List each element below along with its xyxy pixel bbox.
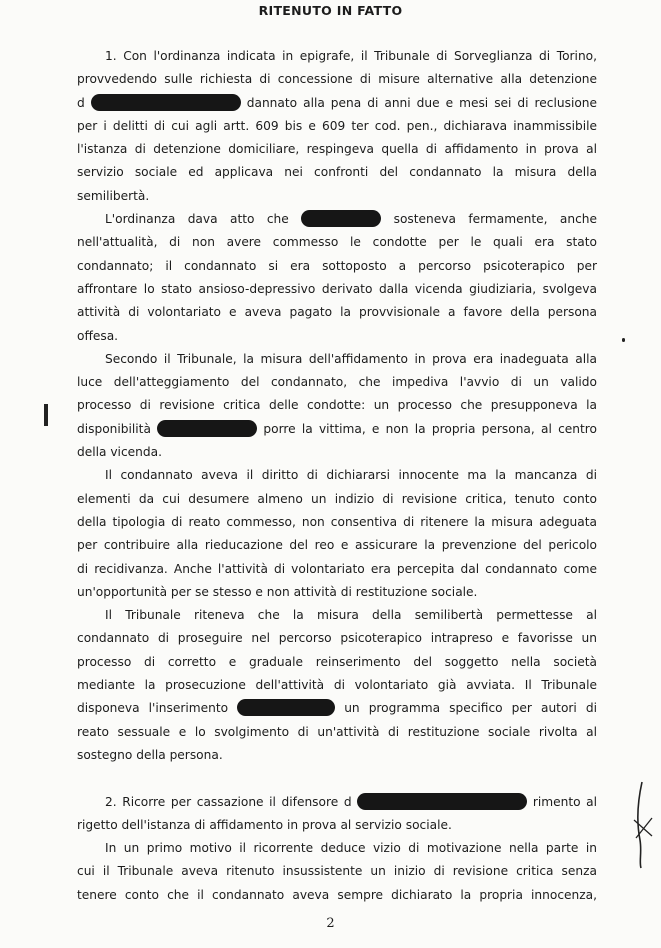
redaction-block	[237, 699, 335, 716]
text-line: offesa.	[77, 328, 119, 343]
text-segment: d	[77, 95, 85, 110]
paragraph-gap	[77, 767, 597, 790]
text-line: di recidivanza. Anche l'attività di volontariato era percepita dal condannato come	[77, 561, 597, 576]
document-body	[77, 45, 597, 907]
text-line	[77, 208, 597, 231]
text-line: per contribuire alla rieducazione del reo e assicurare la prevenzione del pericolo	[77, 538, 597, 553]
text-line: tenere conto che il condannato aveva sempre dichiarato la propria innocenza,	[77, 887, 597, 902]
text-line: Il Tribunale riteneva che la misura della semilibertà permettesse al	[105, 608, 597, 623]
text-segment: disponibilità	[77, 421, 151, 436]
text-line: un'opportunità per se stesso e non attività di restituzione sociale.	[77, 584, 478, 599]
text-line: cui il Tribunale aveva ritenuto insussistente un inizio di revisione critica senza	[77, 864, 597, 879]
text-segment: un programma specifico per autori di	[344, 701, 597, 716]
text-line	[77, 418, 597, 441]
handwritten-mark	[630, 780, 660, 870]
page-number: 2	[326, 916, 335, 931]
section-heading: RITENUTO IN FATTO	[258, 3, 403, 18]
text-line: nell'attualità, di non avere commesso le condotte per le quali era stato	[77, 235, 597, 250]
text-line: affrontare lo stato ansioso-depressivo derivato dalla vicenda giudiziaria, svolgeva	[77, 281, 597, 296]
scan-mark-left	[44, 404, 48, 426]
text-line: reato sessuale e lo svolgimento di un'attività di restituzione sociale rivolta al	[77, 724, 597, 739]
text-line: servizio sociale ed applicava nei confronti del condannato la misura della	[77, 165, 597, 180]
text-line: processo di corretto e graduale reinserimento del soggetto nella società	[77, 654, 597, 669]
text-line: mediante la prosecuzione dell'attività di volontariato già avviata. Il Tribunale	[77, 678, 597, 693]
redaction-block	[357, 793, 527, 810]
text-line: rigetto dell'istanza di affidamento in prova al servizio sociale.	[77, 817, 452, 832]
text-line: condannato; il condannato si era sottoposto a percorso psicoterapico per	[77, 258, 597, 273]
text-line: della tipologia di reato commesso, non consentiva di ritenere la misura adeguata	[77, 514, 597, 529]
text-line: per i delitti di cui agli artt. 609 bis e 609 ter cod. pen., dichiarava inammissibile	[77, 118, 597, 133]
text-line: luce dell'atteggiamento del condannato, che impediva l'avvio di un valido	[77, 375, 597, 390]
text-line: In un primo motivo il ricorrente deduce vizio di motivazione nella parte in	[105, 841, 597, 856]
text-line	[77, 791, 597, 814]
text-segment: 2. Ricorre per cassazione il difensore d	[105, 794, 352, 809]
text-segment: L'ordinanza dava atto che	[105, 212, 289, 227]
text-segment: rimento al	[532, 794, 598, 809]
text-line: elementi da cui desumere almeno un indizio di revisione critica, tenuto conto	[77, 491, 597, 506]
redaction-block	[157, 420, 257, 437]
redaction-block	[301, 210, 381, 227]
text-line: semilibertà.	[77, 188, 150, 203]
text-line: attività di volontariato e aveva pagato la provvisionale a favore della persona	[77, 305, 597, 320]
text-line: sostegno della persona.	[77, 747, 223, 762]
text-line: Secondo il Tribunale, la misura dell'affidamento in prova era inadeguata alla	[105, 351, 597, 366]
text-line: l'istanza di detenzione domiciliare, respingeva quella di affidamento in prova al	[77, 142, 597, 157]
text-line: processo di revisione critica delle condotte: un processo che presupponeva la	[77, 398, 597, 413]
text-line: 1. Con l'ordinanza indicata in epigrafe, il Tribunale di Sorveglianza di Torino,	[105, 49, 597, 63]
scan-mark-dot	[622, 338, 625, 342]
text-segment: disponeva l'inserimento	[77, 701, 229, 716]
text-segment: porre la vittima, e non la propria persona, al centro	[263, 421, 597, 436]
redaction-block	[91, 94, 241, 111]
text-line	[77, 697, 597, 720]
text-line: Il condannato aveva il diritto di dichiararsi innocente ma la mancanza di	[105, 468, 597, 483]
text-line: della vicenda.	[77, 445, 162, 460]
text-line	[77, 92, 597, 115]
text-segment: dannato alla pena di anni due e mesi sei di reclusione	[246, 95, 598, 110]
text-line: provvedendo sulle richiesta di concessione di misure alternative alla detenzione	[77, 72, 597, 87]
text-segment: sosteneva fermamente, anche	[393, 212, 598, 227]
text-line: condannato di proseguire nel percorso psicoterapico intrapreso e favorisse un	[77, 631, 597, 646]
